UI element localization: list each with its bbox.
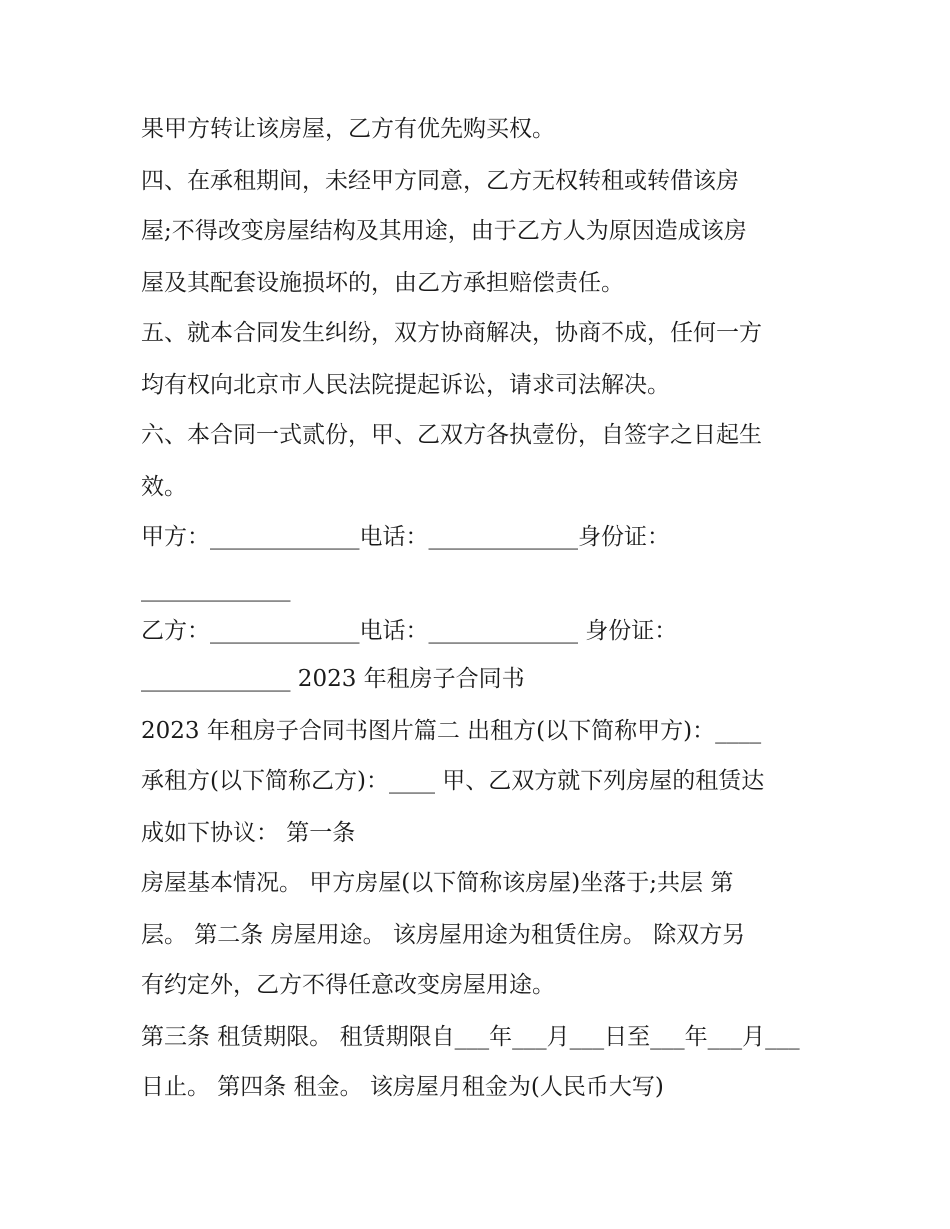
text-line: 第三条 租赁期限。 租赁期限自___年___月___日至___年___月___	[141, 1024, 800, 1050]
party-b-signature-line: 乙方：_____________电话：_____________ 身份证：	[141, 618, 678, 644]
text-line: 有约定外，乙方不得任意改变房屋用途。	[141, 972, 555, 998]
text-line: 效。	[141, 474, 187, 500]
text-line: 成如下协议： 第一条	[141, 820, 356, 846]
text-line: 均有权向北京市人民法院提起诉讼，请求司法解决。	[141, 372, 670, 398]
text-line: 屋及其配套设施损坏的，由乙方承担赔偿责任。	[141, 270, 624, 296]
text-line: 屋;不得改变房屋结构及其用途，由于乙方人为原因造成该房	[141, 218, 747, 244]
text-line: 六、本合同一式贰份，甲、乙双方各执壹份，自签字之日起生	[141, 422, 762, 448]
party-a-signature-line: 甲方：_____________电话：_____________身份证：	[141, 524, 670, 550]
party-a-id-blank: _____________	[141, 576, 291, 602]
party-b-id-blank-and-title: _____________ 2023 年租房子合同书	[141, 666, 525, 692]
text-line: 房屋基本情况。 甲方房屋(以下简称该房屋)坐落于;共层 第	[141, 870, 734, 896]
text-line: 四、在承租期间，未经甲方同意，乙方无权转租或转借该房	[141, 168, 739, 194]
text-line: 果甲方转让该房屋，乙方有优先购买权。	[141, 116, 555, 142]
text-line: 承租方(以下简称乙方)：____ 甲、乙双方就下列房屋的租赁达	[141, 768, 765, 794]
text-line: 日止。 第四条 租金。 该房屋月租金为(人民币大写)	[141, 1074, 664, 1100]
text-line: 五、就本合同发生纠纷，双方协商解决，协商不成，任何一方	[141, 320, 762, 346]
text-line: 2023 年租房子合同书图片篇二 出租方(以下简称甲方)：____	[141, 718, 762, 744]
text-line: 层。 第二条 房屋用途。 该房屋用途为租赁住房。 除双方另	[141, 922, 746, 948]
